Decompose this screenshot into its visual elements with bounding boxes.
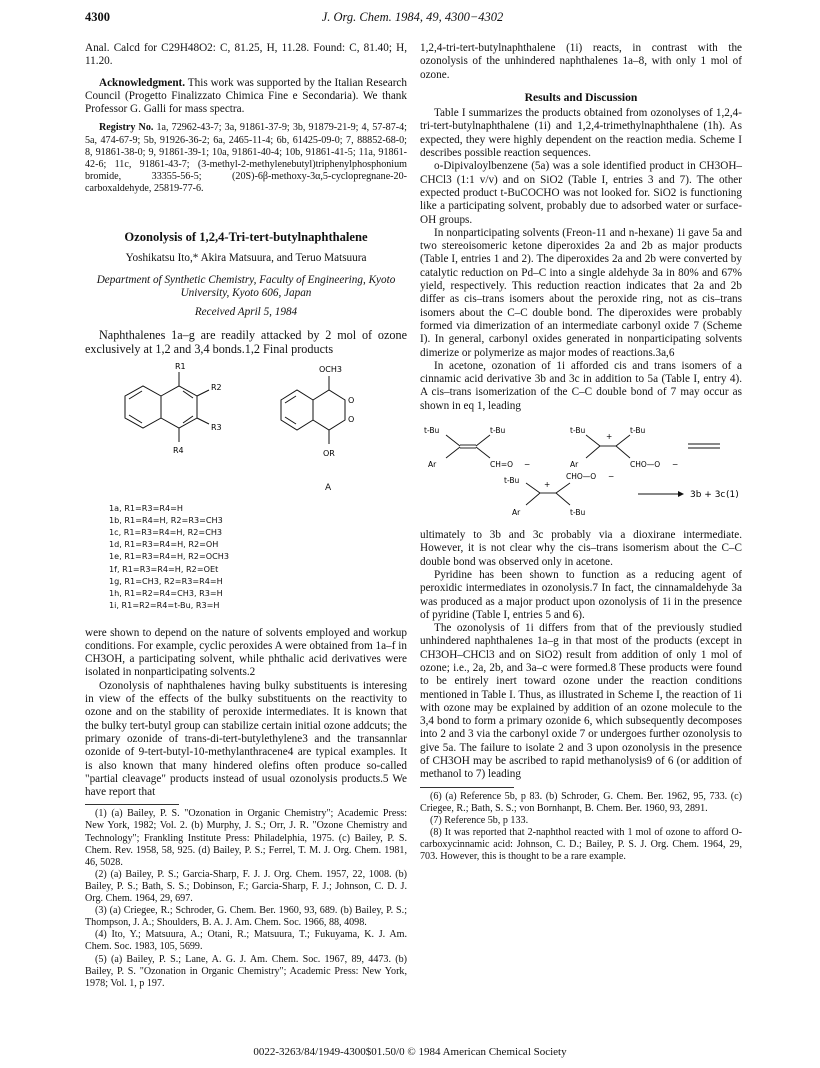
footnote: (4) Ito, Y.; Matsuura, A.; Otani, R.; Matsuura, T.; Fukuyama, K. J. Am. Chem. Soc. 1983, 105, 5699. <box>85 929 407 953</box>
body-paragraph: In nonparticipating solvents (Freon-11 and n-hexane) 1i gave 5a and two stereoisomeric ketone diperoxides 2a and 2b as major products (Table I, entries 1 and 2). The diperoxides 2a and 2b were converted by catalytic reduction on Pd–C into a single aldehyde 3a in 80% and 67% yield, respectively. This reduction reaction indicates that 2a and 2b differ as cis–trans isomers about the peroxide ring, not as cis–trans isomers about the C–C double bond. The diperoxides were probably formed via dimerization of an intermediate carbonyl oxide 7 (Scheme I). In general, carbonyl oxides generated in nonparticipating solvents dimerize or polymerize as major modes of reactions.3a,6 <box>420 226 742 359</box>
registry-label: Registry No. <box>99 122 154 134</box>
eq-tbu: t-Bu <box>570 508 586 518</box>
body-paragraph: Ozonolysis of naphthalenes having bulky substituents is interesing in view of the effects of the bulky substituents on the reactivity to ozone and on the stability of peroxide intermediates. It is known that the bulky tert-butyl group can stabilize certain initial ozone addcuts; the primary ozonide of trans-di-tert-butylethylene3 and the transannlar ozonide of 9-tert-butyl-10-methylanthracene4 are typical examples. It is also known that many hindered olefins often produce so-called "partial cleavage" products instead of usual ozonolysis products.5 We have report that <box>85 679 407 799</box>
isomerization-scheme <box>420 417 742 525</box>
label-r3: R3 <box>211 422 222 432</box>
section-heading: Results and Discussion <box>524 90 638 104</box>
eq-tbu: t-Bu <box>570 426 586 436</box>
compound-entry: 1a, R1=R3=R4=H <box>109 502 184 513</box>
compound-entry: 1e, R1=R3=R4=H, R2=OCH3 <box>109 551 229 562</box>
compound-entry: 1f, R1=R3=R4=H, R2=OEt <box>109 563 219 574</box>
compound-list <box>109 502 229 612</box>
compound-entry: 1d, R1=R3=R4=H, R2=OH <box>109 539 219 550</box>
body-paragraph: Pyridine has been shown to function as a reducing agent of peroxidic intermediates in ozonolysis.7 In fact, the cinnamaldehyde 3a was produced as a major product upon ozonolysis of 1i in the presence of pyridine (Table I, entries 5 and 6). <box>420 568 742 621</box>
page-number: 4300 <box>85 10 110 24</box>
naphthalene-structure-drawing <box>85 358 407 508</box>
body-paragraph: 1,2,4-tri-tert-butylnaphthalene (1i) reacts, in contrast with the ozonolysis of the unhindered naphthalenes 1a–8, with only 1 mol of ozone. <box>420 42 742 81</box>
label-r4: R4 <box>173 445 184 455</box>
body-paragraph: were shown to depend on the nature of solvents employed and workup conditions. For example, cyclic peroxides A were obtained from 1a–f in CH3OH, a participating solvent, while phthalic acid derivatives were isolated in nonparticipating solvents.2 <box>85 626 407 679</box>
analysis-line: Anal. Calcd for C29H48O2: C, 81.25, H, 11.28. Found: C, 81.40; H, 11.20. <box>85 42 407 68</box>
copyright-footer: 0022-3263/84/1949-4300$01.50/0 © 1984 American Chemical Society <box>253 1046 567 1058</box>
eq-plus: + <box>544 480 551 490</box>
footnote: (5) (a) Bailey, P. S.; Lane, A. G. J. Am. Chem. Soc. 1967, 89, 4473. (b) Bailey, P. S. "Ozonation in Organic Chemistry"; Academic Press: New York, 1978; Vol. 1, p 197. <box>85 953 407 989</box>
journal-citation: J. Org. Chem. 1984, 49, 4300−4302 <box>321 10 504 24</box>
eq-ar: Ar <box>570 460 579 470</box>
label-r1: R1 <box>175 361 186 371</box>
left-column <box>85 42 407 990</box>
label-r2: R2 <box>211 382 222 392</box>
article-title: Ozonolysis of 1,2,4-Tri-tert-butylnaphthalene <box>124 230 368 245</box>
intro-paragraph: Naphthalenes 1a–g are readily attacked by 2 mol of ozone exclusively at 1,2 and 3,4 bonds.1,2 Final products <box>85 327 407 356</box>
body-paragraph: In acetone, ozonation of 1i afforded cis and trans isomers of a cinnamic acid derivative 3b and 3c in addition to 5a (Table I, entry 4). A cis–trans isomerization of the C–C double bond of 7 may occur as shown in eq 1, leading <box>420 359 742 412</box>
eq-minus: − <box>524 460 531 470</box>
affiliation: Department of Synthetic Chemistry, Faculty of Engineering, Kyoto University, Kyoto 606, Japan <box>96 273 396 299</box>
label-or: OR <box>323 448 335 458</box>
eq-cho-o: CHO—O <box>566 472 597 482</box>
label-o-lower: O <box>348 414 355 424</box>
footnote: (8) It was reported that 2-naphthol reacted with 1 mol of ozone to afford O-carboxycinnamic acid: Johnson, C. D.; Bailey, P. S. J. Org. Chem. 1964, 29, 703. However, this is thought to be a rare example. <box>420 826 742 863</box>
eq-ch-o: CH=O <box>490 460 514 470</box>
footnote-rule <box>420 787 514 788</box>
acknowledgment-label: Acknowledgment. <box>99 76 186 89</box>
eq-tbu: t-Bu <box>630 426 646 436</box>
eq-ar: Ar <box>428 460 437 470</box>
eq-plus: + <box>606 432 613 442</box>
eq-minus: − <box>608 472 615 482</box>
running-header <box>85 10 740 28</box>
body-paragraph: o-Dipivaloylbenzene (5a) was a sole identified product in CH3OH–CHCl3 (1:1 v/v) and on SiO2 (Table I, entries 3 and 7). The other expected product t-BuCOCHO was not looked for. SiO2 is functioning like a participating solvent, probably due to adsorbed water or surface-OH groups. <box>420 160 742 226</box>
acknowledgment-text: This work was supported by the Italian Research Council (Progetto Finalizzato Chimica Fine e Secondaria). We thank Professor G. Galli for mass spectra. <box>85 76 407 116</box>
compound-entry: 1i, R1=R2=R4=t-Bu, R3=H <box>109 600 220 611</box>
compound-entry: 1c, R1=R3=R4=H, R2=CH3 <box>109 526 223 537</box>
eq-ar: Ar <box>512 508 521 518</box>
footnote-rule <box>85 804 179 805</box>
footnote: (6) (a) Reference 5b, p 83. (b) Schroder, G. Chem. Ber. 1962, 95, 733. (c) Criegee, R.; Bath, S. S.; von Bornhanpt, B. Chem. Ber. 1960, 93, 2891. <box>420 790 742 814</box>
body-paragraph: ultimately to 3b and 3c probably via a dioxirane intermediate. However, it is not clear why the cis–trans isomerism about the C–C double bond was observed only in acetone. <box>420 529 742 568</box>
body-paragraph: The ozonolysis of 1i differs from that of the previously studied unhindered naphthalenes 1a–g in that most of the products (except in CH3OH–CHCl3 and on SiO2) result from addition of only 1 mol of ozone; i.e., 2a, 2b, and 3a–c were formed.8 These products were found to be entirely inert toward ozone under the reaction conditions mentioned in Table I. Thus, as illustrated in Scheme I, the reaction of 1i with ozone may be explained by addition of an ozone molecule to the 3,4 bond to form a primary ozonide 6, which subsequently decomposes into 2 and 3 via the carbonyl oxide 7 or undergoes further ozonolysis to give 5a. The failure to isolate 2 and 3 upon ozonolysis in the presence of CH3OH may be ascribed to rapid methanolysis9 of 6 (or addition of methanol to 7) leading <box>420 622 742 781</box>
right-column <box>420 42 742 863</box>
authors: Yoshikatsu Ito,* Akira Matsuura, and Teruo Matsuura <box>125 252 367 265</box>
eq-product: 3b + 3c <box>690 490 726 501</box>
eq-tbu: t-Bu <box>490 426 506 436</box>
acknowledgment <box>85 77 407 117</box>
compound-entry: 1g, R1=CH3, R2=R3=R4=H <box>109 575 223 586</box>
received-date: Received April 5, 1984 <box>194 306 298 319</box>
footnotes-left <box>85 808 407 989</box>
footnote: (7) Reference 5b, p 133. <box>430 814 529 826</box>
label-och3: OCH3 <box>319 364 342 374</box>
structures-figure <box>85 358 407 625</box>
footnote: (3) (a) Criegee, R.; Schroder, G. Chem. Ber. 1960, 93, 689. (b) Bailey, P. S.; Thompson, J. A.; Shoulders, B. A. J. Am. Chem. Soc. 1966, 88, 4098. <box>85 905 407 929</box>
compound-entry: 1b, R1=R4=H, R2=R3=CH3 <box>109 514 223 525</box>
footnote: (1) (a) Bailey, P. S. "Ozonation in Organic Chemistry"; Academic Press: New York, 1982; Vol. 2. (b) Murphy, J. S.; Orr, J. R. "Ozone Chemistry and Technology"; Frankling Institute Press: Philadelphia, 1975. (c) Bailey, P. S. Chem. Rev. 1958, 58, 925. (d) Bailey, P. S.; Ferrel, T. M. J. Org. Chem. 1981, 46, 5028. <box>85 808 407 868</box>
registry-text: 1a, 72962-43-7; 3a, 91861-37-9; 3b, 91879-21-9; 4, 57-87-4; 5a, 474-67-9; 5b, 91926-36-2; 6a, 2465-11-4; 6b, 61425-09-0; 7, 88852-68-0; 8, 91861-38-0; 9, 91861-39-1; 10a, 91861-40-4; 10b, 91861-41-5; 11a, 91861-42-6; 11c, 91861-43-7; (3-methyl-2-methylenebutyl)triphenylphosphonium bromide, 33355-56-5; (20S)-6β-methoxy-3α,5-cyclopregnane-20-carboxaldehyde, 25819-77-6. <box>85 122 407 194</box>
eq-tbu: t-Bu <box>424 426 440 436</box>
eq-minus: − <box>672 460 679 470</box>
eq-number: (1) <box>726 490 739 501</box>
body-paragraph: Table I summarizes the products obtained from ozonolyses of 1,2,4-tri-tert-butylnaphthalene (1i) and 1,2,4-trimethylnaphthalene (1h). As expected, they were highly dependent on the reaction media. Scheme I describes possible reaction sequences. <box>420 107 742 160</box>
eq-cho-o: CHO—O <box>630 460 661 470</box>
compound-entry: 1h, R1=R2=R4=CH3, R3=H <box>109 587 223 598</box>
label-o-upper: O <box>348 395 355 405</box>
footnotes-right <box>420 791 742 864</box>
registry-numbers <box>85 122 407 195</box>
eq-tbu: t-Bu <box>504 476 520 486</box>
footnote: (2) (a) Bailey, P. S.; Garcia-Sharp, F. J. J. Org. Chem. 1957, 22, 1008. (b) Bailey, P. S.; Bath, S. S.; Dobinson, F.; Garcia-Sharp, F. J.; Johnson, C. D. J. Org. Chem. 1964, 29, 697. <box>85 868 407 905</box>
structure-a-label: A <box>325 482 332 493</box>
equation-1 <box>420 417 742 525</box>
